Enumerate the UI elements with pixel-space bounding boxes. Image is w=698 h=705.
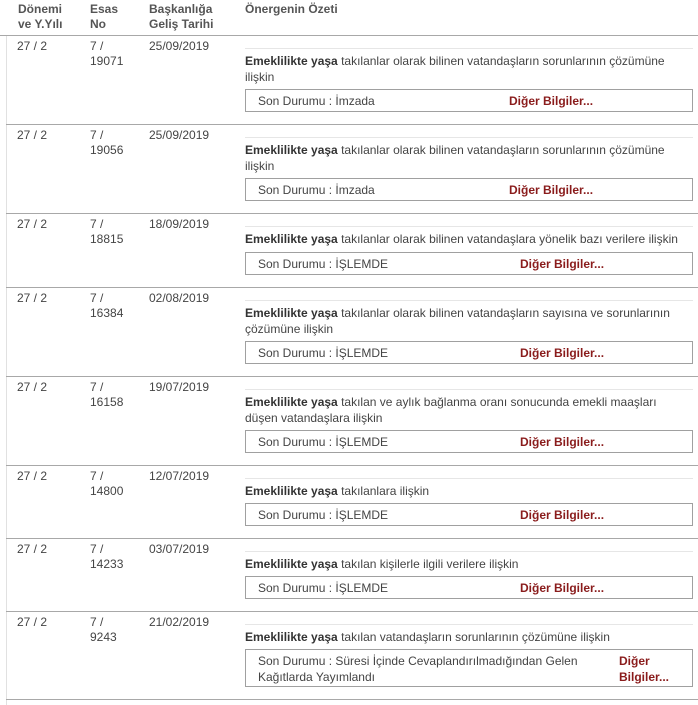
row-no-line1: 7 / [90, 469, 104, 483]
row-term: 27 / 2 [17, 542, 48, 556]
summary-rest: takılanlar olarak bilinen vatandaşların sayısına ve sorunlarının çözümüne ilişkin [245, 306, 670, 336]
more-info-link[interactable]: Diğer Bilgiler... [509, 94, 594, 108]
status-box [245, 252, 693, 275]
table-row [6, 288, 698, 377]
status-box [245, 430, 693, 453]
table-row [6, 539, 698, 612]
status-box [245, 576, 693, 599]
row-term: 27 / 2 [17, 291, 48, 305]
header-no-line2: No [90, 17, 106, 31]
row-date: 02/08/2019 [149, 291, 210, 305]
summary-highlight: Emeklilikte yaşa [245, 143, 338, 157]
status-box [245, 89, 693, 112]
row-no-line2: 14800 [90, 484, 124, 498]
row-no [90, 469, 142, 499]
more-info-link[interactable]: Diğer Bilgiler... [520, 508, 605, 522]
row-no-line2: 19071 [90, 54, 124, 68]
summary-rest: takılanlar olarak bilinen vatandaşlara yönelik bazı verilere ilişkin [337, 232, 678, 246]
row-no [90, 128, 142, 158]
header-no-line1: Esas [90, 2, 119, 16]
summary-highlight: Emeklilikte yaşa [245, 54, 338, 68]
summary-divider [245, 389, 693, 390]
row-date: 12/07/2019 [149, 469, 210, 483]
status-box [245, 649, 693, 687]
row-no-line1: 7 / [90, 217, 104, 231]
status-text: Son Durumu : İŞLEMDE [258, 346, 389, 360]
row-date: 03/07/2019 [149, 542, 210, 556]
row-term: 27 / 2 [17, 39, 48, 53]
summary-rest: takılanlar olarak bilinen vatandaşların sorunlarının çözümüne ilişkin [245, 143, 665, 173]
summary-text [245, 629, 685, 645]
status-text: Son Durumu : İŞLEMDE [258, 257, 389, 271]
summary-rest: takılanlara ilişkin [337, 484, 430, 498]
row-term: 27 / 2 [17, 380, 48, 394]
row-no-line2: 14233 [90, 557, 124, 571]
status-box [245, 503, 693, 526]
row-no-line2: 16384 [90, 306, 124, 320]
summary-divider [245, 551, 693, 552]
summary-text [245, 53, 685, 85]
row-no-line1: 7 / [90, 128, 104, 142]
status-box [245, 341, 693, 364]
header-no [90, 2, 118, 32]
status-text: Son Durumu : İŞLEMDE [258, 435, 389, 449]
header-date-line1: Başkanlığa [149, 2, 213, 16]
row-date: 18/09/2019 [149, 217, 210, 231]
row-date: 19/07/2019 [149, 380, 210, 394]
row-no [90, 39, 142, 69]
more-info-link[interactable]: Diğer Bilgiler... [520, 435, 605, 449]
row-no-line2: 18815 [90, 232, 124, 246]
row-date: 25/09/2019 [149, 39, 210, 53]
summary-text [245, 394, 685, 426]
summary-text [245, 483, 685, 499]
status-box [245, 178, 693, 201]
summary-text [245, 142, 685, 174]
more-info-link[interactable]: Diğer Bilgiler... [520, 346, 605, 360]
row-no-line1: 7 / [90, 39, 104, 53]
more-info-line1[interactable]: Diğer [619, 654, 650, 668]
summary-divider [245, 48, 693, 49]
summary-divider [245, 478, 693, 479]
more-info-link[interactable]: Diğer Bilgiler... [520, 257, 605, 271]
summary-highlight: Emeklilikte yaşa [245, 630, 338, 644]
row-no [90, 380, 142, 410]
table-row [6, 36, 698, 125]
summary-rest: takılan ve aylık bağlanma oranı sonucunda emekli maaşları düşen vatandaşlara ilişkin [245, 395, 657, 425]
summary-highlight: Emeklilikte yaşa [245, 557, 338, 571]
header-term [18, 2, 62, 32]
summary-highlight: Emeklilikte yaşa [245, 395, 338, 409]
more-info-link[interactable]: Diğer Bilgiler... [509, 183, 594, 197]
row-no-line2: 9243 [90, 630, 117, 644]
table-row [6, 466, 698, 539]
summary-text [245, 556, 685, 572]
status-text: Son Durumu : İŞLEMDE [258, 508, 389, 522]
header-summary: Önergenin Özeti [245, 2, 338, 16]
row-no-line2: 16158 [90, 395, 124, 409]
summary-highlight: Emeklilikte yaşa [245, 484, 338, 498]
row-no-line1: 7 / [90, 291, 104, 305]
more-info-link[interactable] [619, 653, 669, 685]
row-term: 27 / 2 [17, 128, 48, 142]
status-text: Son Durumu : İmzada [258, 183, 375, 197]
row-no-line1: 7 / [90, 380, 104, 394]
status-text: Son Durumu : Süresi İçinde Cevaplandırılmadığından Gelen Kağıtlarda Yayımlandı [258, 654, 578, 684]
row-date: 25/09/2019 [149, 128, 210, 142]
row-no [90, 615, 142, 645]
summary-divider [245, 300, 693, 301]
table-row [6, 612, 698, 700]
status-text: Son Durumu : İmzada [258, 94, 375, 108]
header-term-line1: Dönemi [18, 2, 63, 16]
table-header [0, 0, 698, 36]
table-row [6, 125, 698, 214]
header-date [149, 2, 213, 32]
row-no [90, 542, 142, 572]
row-term: 27 / 2 [17, 217, 48, 231]
table-row [6, 377, 698, 466]
row-no-line1: 7 / [90, 615, 104, 629]
row-no-line1: 7 / [90, 542, 104, 556]
row-term: 27 / 2 [17, 615, 48, 629]
row-term: 27 / 2 [17, 469, 48, 483]
summary-divider [245, 137, 693, 138]
summary-divider [245, 624, 693, 625]
summary-highlight: Emeklilikte yaşa [245, 306, 338, 320]
more-info-link[interactable]: Diğer Bilgiler... [520, 581, 605, 595]
summary-rest: takılan kişilerle ilgili verilere ilişkin [337, 557, 519, 571]
table-row [6, 214, 698, 288]
header-date-line2: Geliş Tarihi [149, 17, 214, 31]
summary-text [245, 305, 685, 337]
row-date: 21/02/2019 [149, 615, 210, 629]
row-no-line2: 19056 [90, 143, 124, 157]
more-info-line2[interactable]: Bilgiler... [619, 670, 670, 684]
status-text: Son Durumu : İŞLEMDE [258, 581, 389, 595]
summary-rest: takılanlar olarak bilinen vatandaşların sorunlarının çözümüne ilişkin [245, 54, 665, 84]
summary-text [245, 231, 693, 247]
summary-divider [245, 226, 693, 227]
header-term-line2: ve Y.Yılı [18, 17, 63, 31]
row-no [90, 217, 142, 247]
summary-highlight: Emeklilikte yaşa [245, 232, 338, 246]
row-no [90, 291, 142, 321]
summary-rest: takılan vatandaşların sorunlarının çözümüne ilişkin [337, 630, 610, 644]
